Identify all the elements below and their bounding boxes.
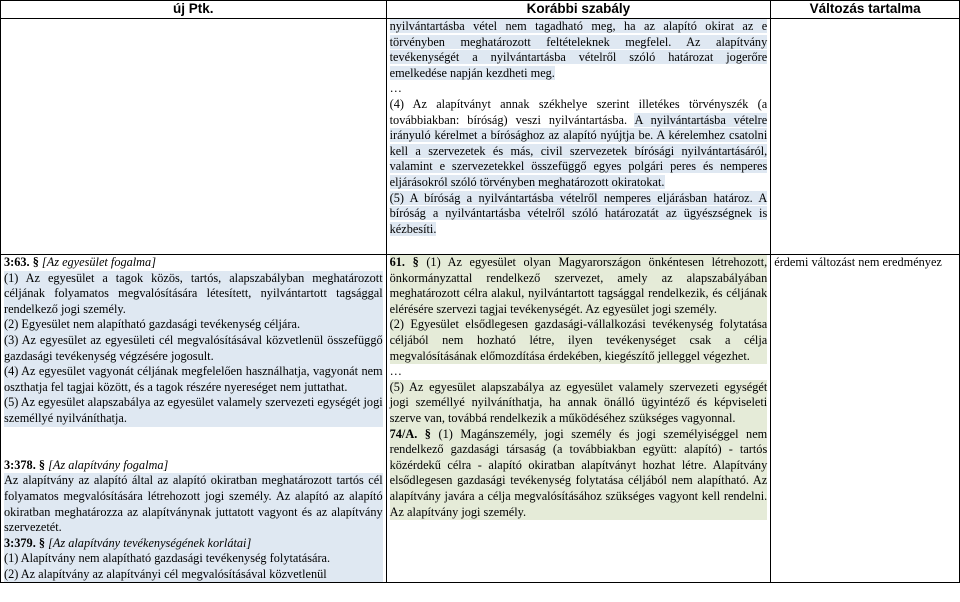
table-row xyxy=(1,255,960,583)
paragraph: (1) Az egyesület a tagok közös, tartós, alapszabályban meghatározott céljának folyamatos megvalósítására létesített, nyilvántartott tagsággal rendelkező jogi személy. xyxy=(4,270,383,316)
paragraph: (3) Az egyesület az egyesületi cél megvalósításával közvetlenül összefüggő gazdasági tevékenység végzésére jogosult. xyxy=(4,332,383,363)
section-number: 3:379. § xyxy=(4,535,45,550)
old-text-line: nyilvántartásba vétel nem tagadható meg, ha az alapító okirat az e törvényben meghatározott feltételeknek megfelel. Az alapítvány tevékenységét a nyilvántartásba vételről szóló határozat jogerőre emelkedése napján kezdheti meg. xyxy=(389,19,768,80)
old-text-line: (4) Az alapítványt annak székhelye szerint illetékes törvényszék (a továbbiakban: bíróság) veszi nyilvántartásba. A nyilvántartásba vételre irányuló kérelmet a bírósághoz az alapító nyújtja be. A kérelemhez csatolni kell a szervezetek és más, civil szervezetek bírósági nyilvántartásáról, valamint e szervezetekkel összefüggő egyes polgári peres és nemperes eljárásokról szóló törvényben meghatározott okiratokat. xyxy=(389,96,768,189)
old-text-line: (5) A bíróság a nyilvántartásba vételről nemperes eljárásban határoz. A bíróság a nyilvántartásba vételről szóló határozatát az ügyészségnek is kézbesíti. xyxy=(389,190,768,236)
paragraph: (1) Az egyesület olyan Magyarországon önkéntesen létrehozott, önkormányzattal rendelkező szervezet, amely az alapszabályában meghatározott célra alakul, nyilvántartott tagsággal rendelkezik, és céljának elérésére szervezi tagjai tevékenységét. Az egyesület jogi személy. xyxy=(389,255,768,316)
paragraph: (5) Az egyesület alapszabálya az egyesület valamely szervezeti egységét jogi személlyé nyilváníthatja. xyxy=(4,395,383,425)
section-number: 3:378. § xyxy=(4,457,45,472)
table-header-row xyxy=(1,1,960,19)
table-row xyxy=(1,19,960,255)
section-title: [Az alapítvány fogalma] xyxy=(48,457,169,472)
section-number: 3:63. § xyxy=(4,255,39,269)
paragraph: (4) Az egyesület vagyonát céljának megfelelően használhatja, vagyonát nem oszthatja fel tagjai között, és a tagok részére nyereséget nem juttathat. xyxy=(4,364,383,394)
section-title: [Az egyesület fogalma] xyxy=(41,255,156,269)
paragraph: (1) Magánszemély, jogi személy és jogi személyiséggel nem rendelkező gazdasági társaság (a továbbiakban együtt: alapító) - tartós közérdekű célra - alapító okiratban alapítványt hozhat létre. Alapítvány elsődlegesen gazdasági tevékenység folytatása céljából nem alapítható. Az alapítvány javára a célja megvalósításához szükséges vagyont kell rendelni. Az alapítvány jogi személy. xyxy=(389,426,768,519)
old-cell-row2 xyxy=(386,255,771,583)
section-number: 61. § xyxy=(389,255,419,269)
old-cell-row1 xyxy=(386,19,771,255)
ellipsis: … xyxy=(389,364,402,379)
old-text-line: … xyxy=(389,81,402,96)
paragraph: (2) Egyesület elsődlegesen gazdasági-vállalkozási tevékenység folytatása céljából nem hozható létre, ilyen tevékenységet csak a célja megvalósításának előmozdítása érdekében, kiegészítő jelleggel végezhet. xyxy=(389,317,768,363)
change-cell-row1 xyxy=(771,19,960,255)
header-change-content: Változás tartalma xyxy=(771,1,960,19)
section-number: 74/A. § xyxy=(389,426,431,441)
change-cell-row2 xyxy=(771,255,960,583)
paragraph: (1) Alapítvány nem alapítható gazdasági tevékenység folytatására. xyxy=(4,551,383,567)
section-title: [Az alapítvány tevékenységének korlátai] xyxy=(48,535,252,550)
change-text: érdemi változást nem eredményez xyxy=(774,255,942,269)
paragraph: (5) Az egyesület alapszabálya az egyesület valamely szervezeti egységét jogi személlyé nyilváníthatja, ha annak önálló ügyintéző és képviseleti szerve van, továbbá rendelkezik a működéséhez szükséges vagyonnal. xyxy=(389,379,768,425)
paragraph: (2) Az alapítvány az alapítványi cél megvalósításával közvetlenül xyxy=(4,567,383,583)
header-new-ptk: új Ptk. xyxy=(1,1,387,19)
header-previous-rule: Korábbi szabály xyxy=(386,1,771,19)
new-cell-row1 xyxy=(1,19,387,255)
paragraph: (2) Egyesület nem alapítható gazdasági tevékenység céljára. xyxy=(4,317,383,333)
paragraph: Az alapítvány az alapító által az alapító okiratban meghatározott tartós cél folyamatos megvalósítására létrehozott jogi személy. Az alapító az alapító okiratban meghatározza az alapítványnak juttatott vagyont és az alapítvány szervezetét. xyxy=(4,473,383,535)
new-cell-row2 xyxy=(1,255,387,583)
